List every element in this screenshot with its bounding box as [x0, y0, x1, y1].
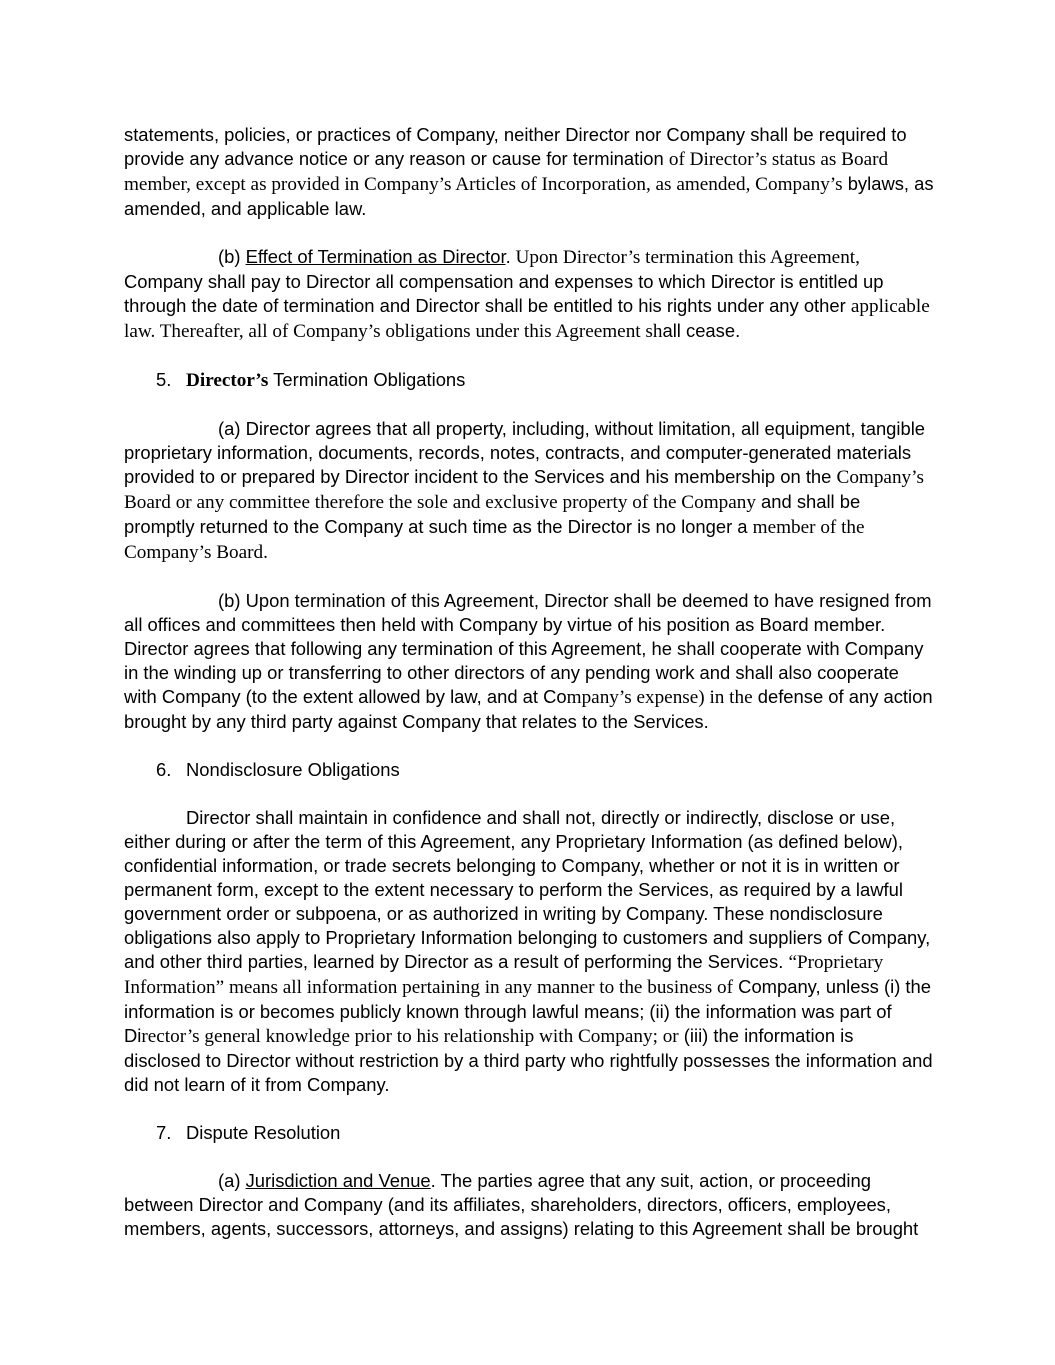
paragraph-jurisdiction — [124, 1169, 934, 1241]
section-heading-7 — [124, 1121, 934, 1145]
text-run-serif: mpany’s expense) in the — [566, 687, 753, 708]
text-run-serif: of Director’s status as Board member, except as provided in Company’s Articles of Incorporation, as amended, Company’s — [124, 149, 889, 195]
text-run-serif: member of the Company’s Board. — [124, 517, 865, 563]
text-run: and shall be promptly returned to the Company at such time as the Director is no longer a — [124, 491, 861, 537]
text-run: . — [505, 246, 511, 267]
text-run: Company, unless (i) the information is or becomes publicly known through lawful means; (ii) the information was part of Di — [124, 976, 931, 1046]
text-run-serif: “Proprietary Information” means all information pertaining in any manner to the business of — [124, 952, 884, 998]
section-number: 7. — [156, 1122, 172, 1143]
section-number: 5. — [156, 369, 172, 390]
text-run: bylaws, as amended, and applicable law. — [124, 173, 934, 219]
section-title: Dispute Resolution — [186, 1122, 341, 1143]
text-run-serif: rector’s general knowledge prior to his relationship with Company; or — [141, 1026, 679, 1047]
text-run-serif: Company’s Board or any committee therefore the sole and exclusive property of the Company — [124, 467, 924, 513]
section-number: 6. — [156, 759, 172, 780]
paragraph-resignation — [124, 589, 934, 734]
text-run-serif: applicable law. Thereafter, all of Company’s obligations under this Agreement sh — [124, 296, 930, 342]
paragraph-effect-of-termination — [124, 245, 934, 344]
text-run: defense of any action brought by any third party against Company that relates to the Services. — [124, 686, 933, 732]
section-title: Nondisclosure Obligations — [186, 759, 400, 780]
text-run: Director shall maintain in confidence and shall not, directly or indirectly, disclose or use, either during or after the term of this Agreement, any Proprietary Information (as defined below), confidential information, or trade secrets belonging to Company, whether or not it is in written or permanent form, except to the extent necessary to perform the Services, as required by a lawful government order or subpoena, or as authorized in writing by Company. These nondisclosure obligations also apply to Proprietary Information belonging to customers and suppliers of Company, and other third parties, learned by Director as a result of performing the Services. — [124, 807, 931, 972]
text-run: (iii) the information is disclosed to Director without restriction by a third party who rightfully possesses the information and did not learn of it from Company. — [124, 1025, 933, 1095]
paragraph-termination-notice — [124, 123, 934, 221]
section-title-bold: Director’s — [186, 370, 269, 391]
text-run: all cease. — [662, 320, 741, 341]
text-run: (a) Director agrees that all property, including, without limitation, all equipment, tangible proprietary information, documents, records, notes, contracts, and computer-generated materials provided to or prepared by Director incident to the Services and his membership on the — [124, 418, 926, 487]
clause-prefix: (b) — [218, 246, 246, 267]
text-run: statements, policies, or practices of Company, neither Director nor Company shall be required to provide any advance notice or any reason or cause for termination — [124, 124, 907, 169]
document-page — [124, 123, 934, 1241]
text-run-serif: Upon Director’s termination this Agreement, — [510, 247, 860, 268]
text-run: . The parties agree that any suit, action, or proceeding between Director and Company (and its affiliates, shareholders, directors, officers, employees, members, agents, successors, attorneys, and assigns) relating to this Agreement shall be brought — [124, 1170, 919, 1239]
section-heading-6 — [124, 758, 934, 782]
text-run: (b) Upon termination of this Agreement, Director shall be deemed to have resigned from all offices and committees then held with Company by virtue of his position as Board member. Director agrees that following any termination of this Agreement, he shall cooperate with Company in the winding up or transferring to other directors of any pending work and shall also cooperate with Company (to the extent allowed by law, and at Co — [124, 590, 932, 707]
clause-prefix: (a) — [218, 1170, 246, 1191]
clause-heading: Jurisdiction and Venue — [245, 1170, 431, 1191]
clause-heading: Effect of Termination as Director — [245, 246, 506, 267]
paragraph-return-of-property — [124, 417, 934, 565]
paragraph-nondisclosure — [124, 806, 934, 1097]
section-title: Termination Obligations — [268, 369, 466, 390]
section-heading-5 — [124, 368, 934, 393]
text-run: Company shall pay to Director all compensation and expenses to which Director is entitled up through the date of termination and Director shall be entitled to his rights under any other — [124, 271, 884, 316]
